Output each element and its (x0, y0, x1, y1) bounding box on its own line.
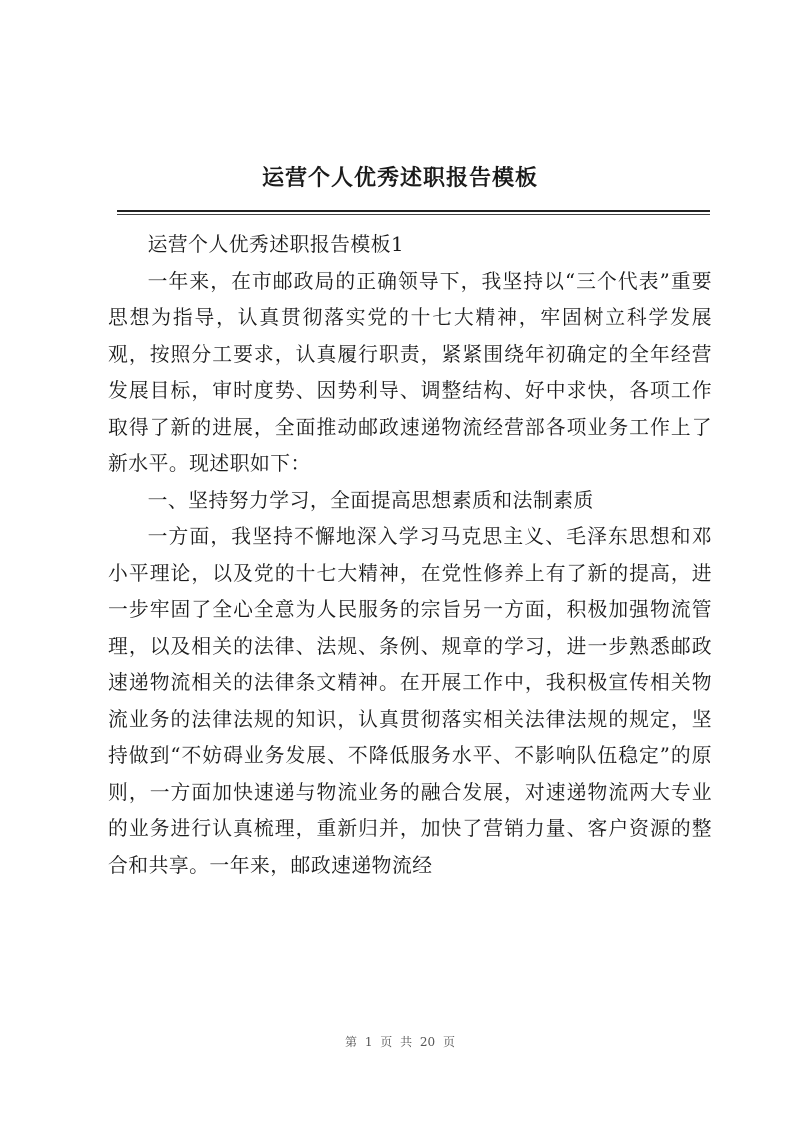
section-heading-template-1: 运营个人优秀述职报告模板1 (147, 233, 405, 256)
page-footer: 第 1 页 共 20 页 (345, 1035, 455, 1049)
section-heading-study: 一、坚持努力学习，全面提高思想素质和法制素质 (147, 488, 594, 512)
title-rule-thick (117, 210, 710, 212)
paragraph-intro: 一年来，在市邮政局的正确领导下，我坚持以“三个代表”重要思想为指导，认真贯彻落实党的十七大精神，牢固树立科学发展观，按照分工要求，认真履行职责，紧紧围绕年初确定的全年经营发展目标，审时度势、因势利导、调整结构、好中求快，各项工作取得了新的进展，全面推动邮政速递物流经营部各项业务工作上了新水平。现述职如下： (108, 269, 712, 475)
document-title: 运营个人优秀述职报告模板 (261, 165, 538, 191)
document-body (108, 227, 712, 884)
paragraph-study: 一方面，我坚持不懈地深入学习马克思主义、毛泽东思想和邓小平理论，以及党的十七大精神，在党性修养上有了新的提高，进一步牢固了全心全意为人民服务的宗旨另一方面，积极加强物流管理，以及相关的法律、法规、条例、规章的学习，进一步熟悉邮政速递物流相关的法律条文精神。在开展工作中，我积极宣传相关物流业务的法律法规的知识，认真贯彻落实相关法律法规的规定，坚持做到“不妨碍业务发展、不降低服务水平、不影响队伍稳定”的原则，一方面加快速递与物流业务的融合发展，对速递物流两大专业的业务进行认真梳理，重新归并，加快了营销力量、客户资源的整合和共享。一年来，邮政速递物流经 (108, 525, 712, 877)
title-rule-thin (117, 214, 710, 215)
